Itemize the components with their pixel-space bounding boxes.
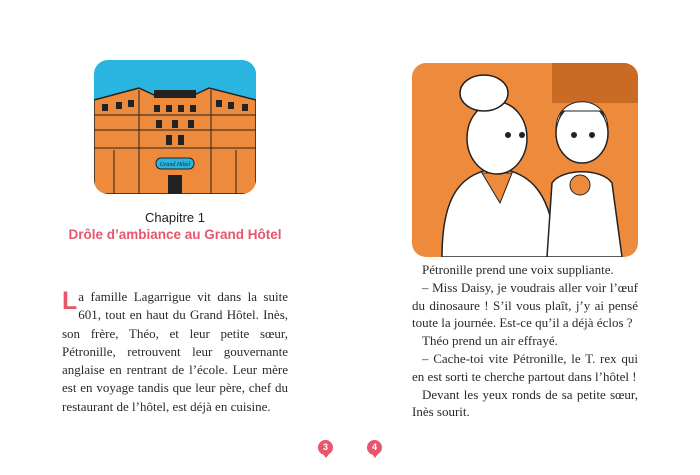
- paragraph: Théo prend un air effrayé.: [422, 333, 558, 349]
- characters-illustration: [412, 63, 638, 257]
- chapter-number: Chapitre 1: [145, 210, 205, 225]
- paragraph: a famille Lagarrigue vit dans la suite 601, tout en haut du Grand Hôtel. Inès, son frère, Théo, et leur petite sœur, Pétronille, retrouvent leur gouvernante anglaise en rentrant de l’école. Leur mère est en voyage tandis que leur père, chef du restaurant de l’hôtel, est déjà en cuisine.: [62, 289, 288, 414]
- paragraph: – Cache-toi vite Pétronille, le T. rex qui en est sorti te cherche partout dans l’hôtel !: [412, 350, 638, 384]
- hotel-illustration: [94, 60, 256, 194]
- right-page-text: [412, 261, 638, 421]
- page-number-right: 4: [367, 440, 382, 455]
- drop-cap: L: [62, 287, 78, 315]
- paragraph: Pétronille prend une voix suppliante.: [422, 262, 614, 277]
- chapter-title: Drôle d’ambiance au Grand Hôtel: [68, 227, 282, 242]
- paragraph: – Miss Daisy, je voudrais aller voir l’œuf du dinosaure ! S’il vous plaît, j’y ai pensé toute la journée. Est-ce qu’il a déjà éclos ?: [412, 279, 638, 331]
- hotel-sign: Grand Hôtel: [159, 162, 191, 168]
- paragraph: Devant les yeux ronds de sa petite sœur, Inès sourit.: [412, 386, 638, 420]
- left-page-text: [62, 288, 288, 416]
- page-number-left: 3: [318, 440, 333, 455]
